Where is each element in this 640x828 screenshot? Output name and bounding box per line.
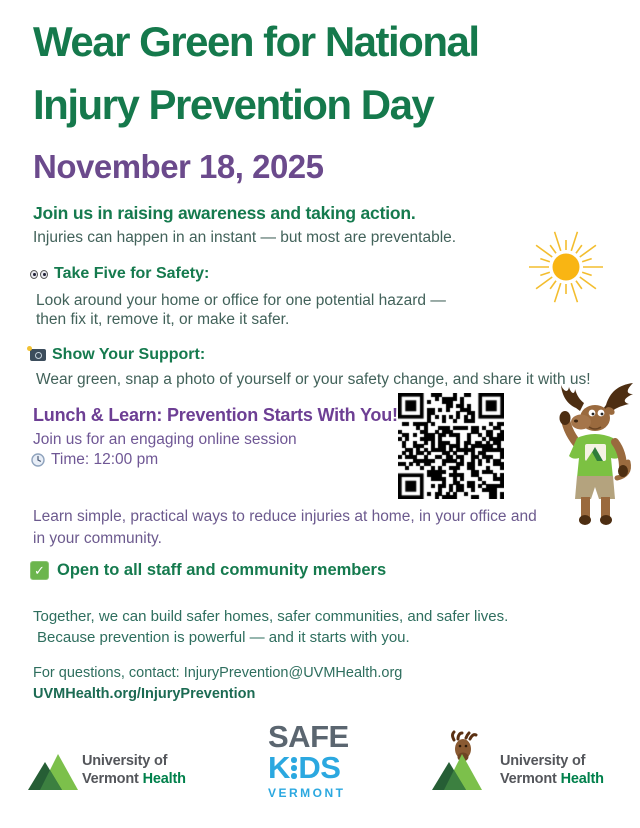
moose-mascot-illustration [543,378,640,528]
show-support-heading: Show Your Support: [52,346,206,363]
check-icon: ✓ [30,561,49,580]
safekids-word-kids [268,752,368,784]
lunch-learn-sub: Join us for an engaging online session [33,431,297,448]
closing-line1: Together, we can build safer homes, safer communities, and safer lives. [33,608,509,625]
learn-paragraph: Learn simple, practical ways to reduce injuries at home, in your office and in your community. [33,508,537,547]
safekids-i-dots [291,757,297,779]
eyes-icon [30,270,48,279]
website-url: UVMHealth.org/InjuryPrevention [33,686,256,702]
uvm-left-line1: University of [82,753,168,769]
camera-icon [30,349,46,361]
lunch-learn-time-row [31,451,158,469]
event-date: November 18, 2025 [33,148,324,185]
uvm-mountains-icon [432,750,482,790]
safekids-logo [268,719,368,800]
uvm-right-health: Health [560,771,604,787]
open-note-row [30,561,386,580]
intro-lead: Join us in raising awareness and taking action. [33,203,416,223]
safekids-region: VERMONT [268,786,346,800]
closing-line2: Because prevention is powerful — and it starts with you. [37,629,410,646]
safekids-k: K [268,750,290,785]
uvm-logo-left [82,752,186,788]
uvm-left-name: Vermont [82,771,139,787]
show-support-body: Wear green, snap a photo of yourself or your safety change, and share it with us! [36,371,591,388]
take-five-line2: then fix it, remove it, or make it safer. [36,311,290,328]
take-five-line1: Look around your home or office for one potential hazard — [36,292,446,309]
contact-line: For questions, contact: InjuryPrevention@UVMHealth.org [33,665,403,681]
show-support-heading-row [30,346,205,364]
title-line-1: Wear Green for National [33,18,479,65]
page-title [33,10,613,136]
title-line-2: Injury Prevention Day [33,81,434,128]
clock-icon [31,453,45,467]
take-five-heading-row [30,265,209,283]
lunch-learn-heading: Lunch & Learn: Prevention Starts With You! [33,405,398,425]
safekids-ds: DS [298,750,341,785]
open-note: Open to all staff and community members [57,561,387,579]
take-five-heading: Take Five for Safety: [54,265,210,282]
uvm-logo-right [500,752,604,788]
uvm-right-name: Vermont [500,771,557,787]
lunch-learn-time: Time: 12:00 pm [51,451,159,468]
qr-code [398,393,504,499]
safekids-word-safe: SAFE [268,719,349,754]
intro-sub: Injuries can happen in an instant — but most are preventable. [33,229,457,246]
uvm-mountains-icon [28,750,78,790]
uvm-left-health: Health [142,771,186,787]
uvm-right-line1: University of [500,753,586,769]
sun-illustration [527,228,605,306]
